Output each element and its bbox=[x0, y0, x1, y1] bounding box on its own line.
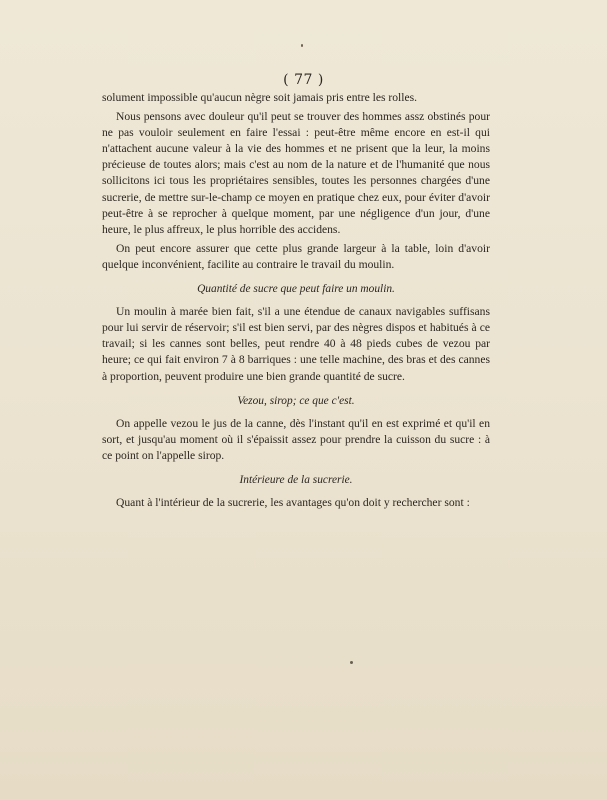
paper-speck bbox=[350, 661, 353, 664]
paper-speck bbox=[301, 44, 303, 47]
text-body bbox=[102, 90, 490, 514]
paragraph-5: On appelle vezou le jus de la canne, dès l'instant qu'il en est exprimé et qu'il en sort, et jusqu'au moment où il s'épaissit assez pour prendre la cuisson du sucre : à ce point on l'appelle sirop. bbox=[102, 416, 490, 462]
paragraph-6: Quant à l'intérieur de la sucrerie, les avantages qu'on doit y rechercher sont : bbox=[116, 496, 470, 510]
section-heading-interior: Intérieure de la sucrerie. bbox=[239, 473, 353, 486]
paragraph-1: solument impossible qu'aucun nègre soit jamais pris entre les rolles. bbox=[102, 91, 418, 104]
section-heading-vezou: Vezou, sirop; ce que c'est. bbox=[237, 394, 355, 407]
page-number: ( 77 ) bbox=[283, 72, 324, 88]
paragraph-3: On peut encore assurer que cette plus grande largeur à la table, loin d'avoir quelque inconvénient, facilite au contraire le travail du moulin. bbox=[102, 241, 490, 271]
section-heading-quantity: Quantité de sucre que peut faire un moulin. bbox=[197, 283, 395, 296]
paragraph-4: Un moulin à marée bien fait, s'il a une étendue de canaux navigables suffisans pour lui servir de réservoir; s'il est bien servi, par des nègres dispos et habitués à ce travail; si les cannes sont belles, peut rendre 40 à 48 pieds cubes de vezou par heure; ce qui fait environ 7 à 8 barriques : une telle machine, des bras et des cannes à proportion, peuvent produire une bien grande quantité de sucre. bbox=[102, 305, 490, 383]
paragraph-2: Nous pensons avec douleur qu'il peut se trouver des hommes assz obstinés pour ne pas vouloir seulement en faire l'essai : peut-être même encore en est-il qui n'attachent aucune valeur à la vie des hommes et ne prisent que la leur, la moins précieuse de toutes alors; mais c'est au nom de la nature et de l'humanité que nous sollicitons ici tous les propriétaires sensibles, toutes les personnes chargées d'une sucrerie, de mettre sur-le-champ ce moyen en pratique chez eux, pour éviter d'avoir peut-être à se reprocher à quelque moment, par une négligence d'un jour, d'une heure, le plus affreux, le plus horrible des accidens. bbox=[102, 110, 490, 236]
